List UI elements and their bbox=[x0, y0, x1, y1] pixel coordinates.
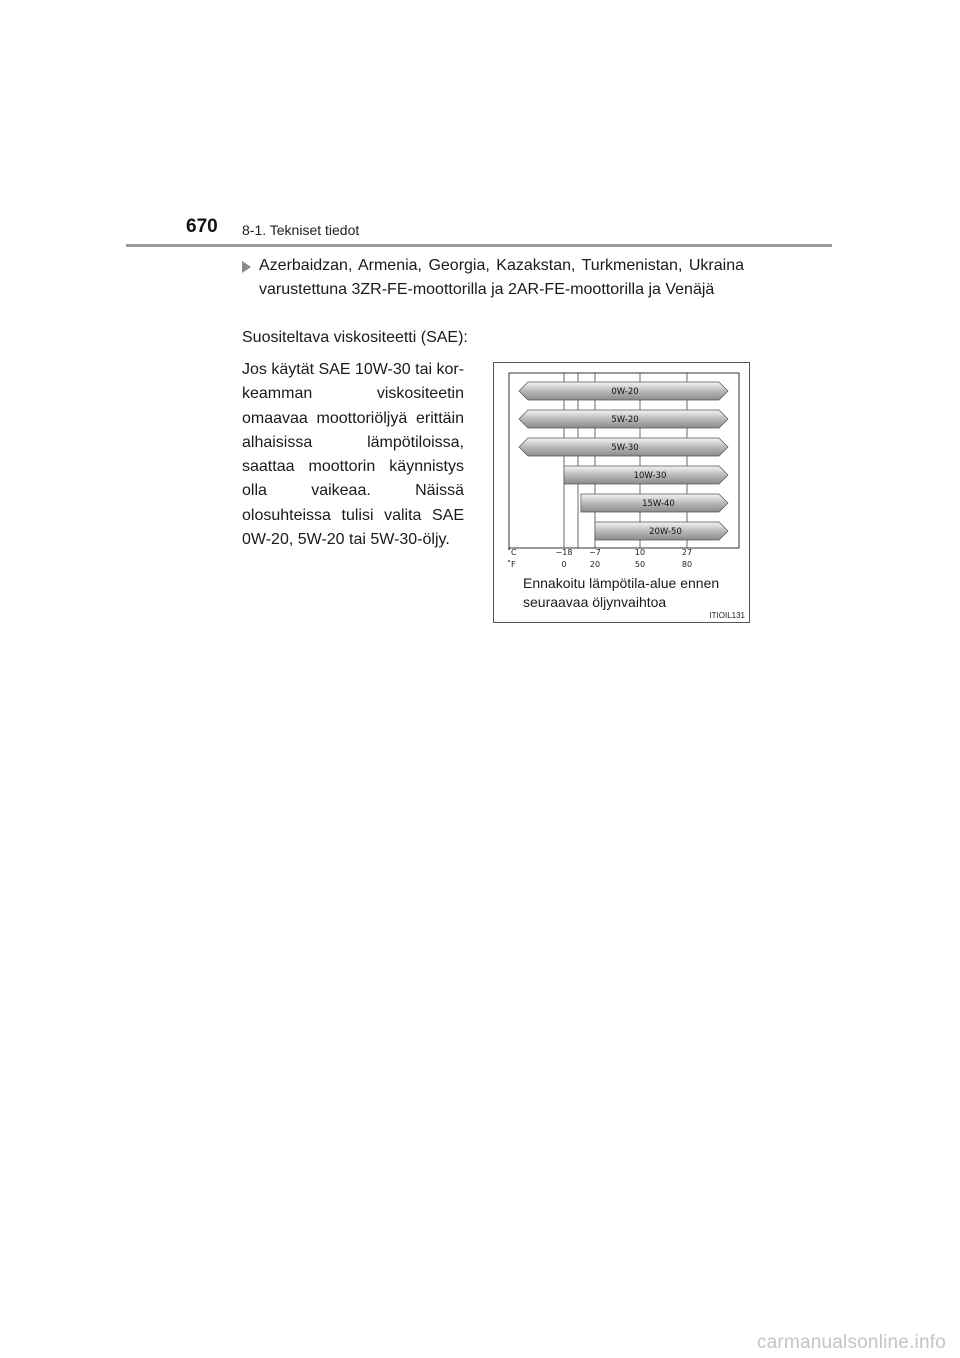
tick-label-fahrenheit: 20 bbox=[589, 560, 601, 569]
bar-label: 5W-20 bbox=[611, 415, 639, 425]
triangle-bullet-icon bbox=[242, 261, 251, 273]
sae-heading: Suositeltava viskositeetti (SAE): bbox=[242, 329, 468, 346]
bullet-item bbox=[242, 254, 744, 302]
bar-label: 0W-20 bbox=[611, 387, 639, 397]
figure-caption: Ennakoitu lämpötila-alue ennen seuraavaa öljynvaihtoa bbox=[523, 575, 720, 610]
bar-label: 20W-50 bbox=[649, 527, 682, 537]
tick-label-fahrenheit: 50 bbox=[634, 560, 646, 569]
footer-watermark: carmanualsonline.info bbox=[756, 1332, 946, 1353]
figure-code: ITIOIL131 bbox=[709, 611, 745, 620]
tick-label-celsius: −7 bbox=[589, 548, 601, 557]
page-number: 670 bbox=[186, 216, 218, 237]
fahrenheit-unit: ˚F bbox=[507, 560, 516, 569]
tick-label-celsius: −18 bbox=[555, 548, 573, 557]
bullet-text: Azerbaidzan, Armenia, Georgia, Kazakstan, Turkmenistan, Ukraina varustettuna 3ZR-FE-moottorilla ja 2AR-FE-moottorilla ja Venäjä bbox=[259, 257, 744, 298]
header-divider bbox=[126, 244, 832, 247]
viscosity-chart-figure bbox=[493, 362, 750, 623]
tick-label-fahrenheit: 80 bbox=[681, 560, 693, 569]
section-title: 8-1. Tekniset tiedot bbox=[242, 222, 360, 238]
bar-label: 10W-30 bbox=[633, 471, 667, 481]
tick-label-celsius: 10 bbox=[634, 548, 646, 557]
bar-label: 15W-40 bbox=[642, 499, 675, 509]
celsius-unit: ˚C bbox=[507, 548, 517, 557]
tick-label-celsius: 27 bbox=[681, 548, 693, 557]
tick-label-fahrenheit: 0 bbox=[561, 560, 567, 569]
bar-label: 5W-30 bbox=[611, 443, 639, 453]
body-paragraph: Jos käytät SAE 10W-30 tai kor-keamman viskositeetin omaavaa moottoriöljyä erittäin alhaisissa lämpötiloissa, saattaa moottorin käynnistys olla vaikeaa. Näissä olosuhteissa tulisi valita SAE 0W-20, 5W-20 tai 5W-30-öljy. bbox=[242, 361, 465, 549]
